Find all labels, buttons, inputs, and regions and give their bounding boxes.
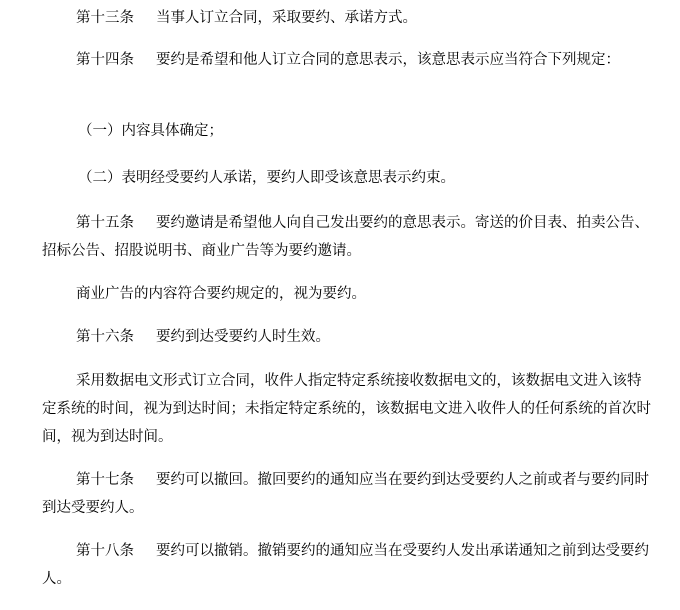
article-text: 要约是希望和他人订立合同的意思表示，该意思表示应当符合下列规定： [156,52,620,68]
article-16 [42,323,654,351]
article-15 [42,209,654,265]
article-14-item-2 [42,164,654,192]
article-number: 第十四条 [76,52,134,68]
article-15-paragraph-2 [42,280,654,308]
article-number: 第十三条 [76,10,134,26]
article-number: 第十六条 [76,329,134,345]
article-14-item-1 [42,117,654,145]
article-text: 要约可以撤回。撤回要约的通知应当在要约到达受要约人之前或者与要约同时到达受要约人。 [42,472,649,516]
article-number: 第十五条 [76,215,134,231]
article-16-paragraph-2 [42,367,654,451]
article-13 [42,4,654,32]
article-17 [42,466,654,522]
paragraph-text: 采用数据电文形式订立合同，收件人指定特定系统接收数据电文的，该数据电文进入该特定系统的时间，视为到达时间；未指定特定系统的，该数据电文进入收件人的任何系统的首次时间，视为到达时间。 [42,373,651,445]
article-text: 要约可以撤销。撤销要约的通知应当在受要约人发出承诺通知之前到达受要约人。 [42,543,649,587]
article-number: 第十七条 [76,472,134,488]
article-text: 要约到达受要约人时生效。 [156,329,330,345]
article-18 [42,537,654,593]
item-text: （一）内容具体确定； [78,123,223,139]
article-text: 要约邀请是希望他人向自己发出要约的意思表示。寄送的价目表、拍卖公告、招标公告、招股说明书、商业广告等为要约邀请。 [42,215,649,259]
article-text: 当事人订立合同，采取要约、承诺方式。 [156,10,417,26]
article-14 [42,46,654,74]
article-number: 第十八条 [76,543,134,559]
paragraph-text: 商业广告的内容符合要约规定的，视为要约。 [76,286,366,302]
item-text: （二）表明经受要约人承诺，要约人即受该意思表示约束。 [78,170,455,186]
